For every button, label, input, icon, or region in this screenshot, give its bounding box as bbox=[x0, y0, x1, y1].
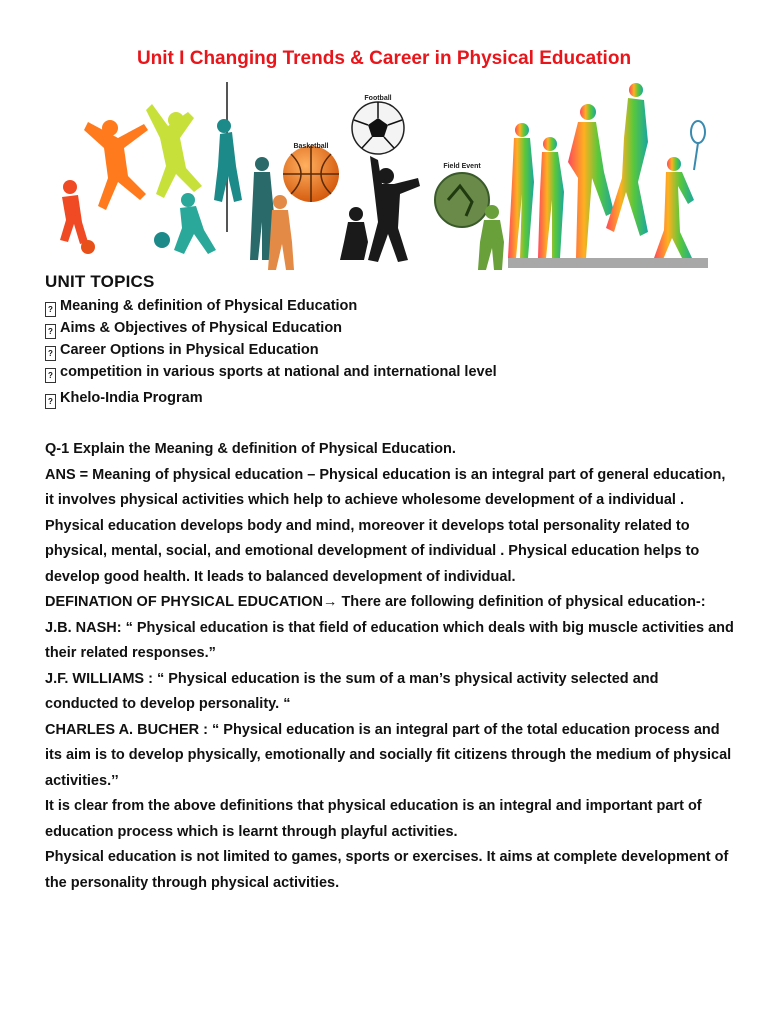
football-label: Football bbox=[364, 95, 392, 102]
conclusion-paragraph: It is clear from the above definitions that physical education is an integral and important part of education process which is learnt through playful activities. bbox=[45, 798, 702, 840]
list-item bbox=[45, 339, 497, 361]
racket-icon bbox=[691, 121, 705, 170]
basketball-label: Basketball bbox=[293, 143, 329, 150]
basketball-icon bbox=[283, 143, 339, 202]
page-title: Unit I Changing Trends & Career in Physical Education bbox=[136, 48, 632, 69]
list-item bbox=[45, 361, 497, 383]
document-body bbox=[45, 437, 735, 896]
conclusion-paragraph-2: Physical education is not limited to games, sports or exercises. It aims at complete development of the personality through physical activities. bbox=[45, 849, 729, 891]
bullet-icon: ? bbox=[45, 368, 56, 383]
list-item bbox=[45, 387, 497, 409]
volleyball-player-silhouette bbox=[146, 104, 202, 198]
topic-text: Khelo-India Program bbox=[60, 390, 203, 406]
bullet-icon: ? bbox=[45, 346, 56, 361]
definition-nash: J.B. NASH: “ Physical education is that field of education which deals with big muscle activities and their related responses.” bbox=[45, 619, 734, 661]
sports-silhouettes-illustration bbox=[48, 82, 720, 272]
topic-text: competition in various sports at national and international level bbox=[60, 364, 497, 380]
question-heading: Q-1 Explain the Meaning & definition of Physical Education. bbox=[45, 441, 456, 457]
runner-silhouette bbox=[154, 193, 216, 254]
bullet-icon: ? bbox=[45, 394, 56, 409]
topic-text: Career Options in Physical Education bbox=[60, 342, 319, 358]
definition-bucher: CHARLES A. BUCHER : “ Physical education is an integral part of the total education process and its aim is to develop physically, emotionally and socially fit citizens through the medium of physical activities.’’ bbox=[45, 721, 732, 789]
climber-silhouette bbox=[214, 82, 242, 232]
lifting-figure-silhouette bbox=[340, 156, 420, 262]
sports-banner bbox=[48, 82, 720, 272]
list-item bbox=[45, 295, 497, 317]
field-event-icon bbox=[435, 163, 489, 227]
jumper-silhouette bbox=[84, 120, 148, 210]
definition-williams: J.F. WILLIAMS : “ Physical education is the sum of a man’s physical activity selected and conducted to develop personality. “ bbox=[45, 670, 659, 712]
ground-strip bbox=[508, 258, 708, 268]
bullet-icon: ? bbox=[45, 324, 56, 339]
list-item bbox=[45, 317, 497, 339]
athletes-group-silhouettes bbox=[508, 83, 694, 262]
unit-topics-heading: UNIT TOPICS bbox=[45, 272, 155, 291]
field-event-label: Field Event bbox=[443, 163, 481, 170]
definition-intro: DEFINATION OF PHYSICAL EDUCATION→ There are following definition of physical education-: bbox=[45, 594, 706, 610]
topic-text: Aims & Objectives of Physical Education bbox=[60, 320, 343, 336]
answer-paragraph: ANS = Meaning of physical education – Physical education is an integral part of general education, it involves physical activities which help to achieve wholesome development of a individual . Physical education develops body and mind, moreover it develops total personality related to physical, mental, social, and emotional development of individual . Physical education helps to develop good health. It leads to balanced development of individual. bbox=[45, 466, 726, 585]
bullet-icon: ? bbox=[45, 302, 56, 317]
unit-topics-list bbox=[45, 295, 497, 409]
football-icon bbox=[352, 95, 404, 154]
topic-text: Meaning & definition of Physical Education bbox=[60, 298, 358, 314]
kicker-silhouette bbox=[60, 180, 95, 254]
